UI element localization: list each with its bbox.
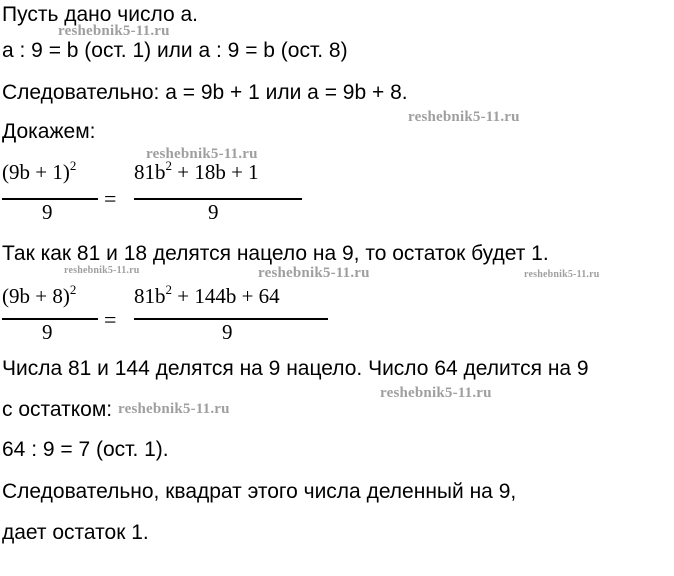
- prove-heading: Докажем:: [2, 120, 96, 143]
- denominator: 9: [42, 200, 53, 224]
- watermark: reshebnik5-11.ru: [524, 269, 600, 280]
- numerator-base: (9b + 1): [2, 160, 70, 184]
- final-conclusion-line-2: дает остаток 1.: [2, 521, 149, 544]
- division-result-line: 64 : 9 = 7 (ост. 1).: [2, 438, 169, 461]
- divisibility-line: Числа 81 и 144 делятся на 9 нацело. Число 64 делится на 9: [2, 357, 589, 380]
- denominator: 9: [222, 320, 233, 344]
- exponent: 2: [69, 158, 77, 173]
- watermark: reshebnik5-11.ru: [146, 146, 258, 162]
- division-cases-line: a : 9 = b (ост. 1) или a : 9 = b (ост. 8): [2, 39, 348, 62]
- exponent: 2: [69, 282, 77, 297]
- watermark: reshebnik5-11.ru: [408, 109, 520, 125]
- exponent: 2: [165, 158, 172, 173]
- watermark: reshebnik5-11.ru: [380, 385, 492, 401]
- watermark: reshebnik5-11.ru: [64, 265, 140, 276]
- numerator: [134, 284, 280, 308]
- statement-line: Пусть дано число a.: [2, 3, 198, 26]
- watermark: reshebnik5-11.ru: [258, 265, 370, 281]
- denominator: 9: [42, 320, 53, 344]
- equals-sign: =: [104, 186, 117, 211]
- denominator: 9: [208, 200, 219, 224]
- numerator-base: (9b + 8): [2, 284, 70, 308]
- remainder-conclusion-line: Так как 81 и 18 делятся нацело на 9, то остаток будет 1.: [2, 242, 549, 265]
- numerator-rest: + 18b + 1: [172, 160, 259, 184]
- consequence-line: Следовательно: a = 9b + 1 или a = 9b + 8.: [2, 81, 408, 104]
- watermark: reshebnik5-11.ru: [58, 23, 170, 39]
- numerator: [2, 284, 76, 308]
- remainder-label-line: с остатком:: [2, 398, 113, 421]
- numerator-term: 81b: [134, 160, 166, 184]
- numerator-rest: + 144b + 64: [172, 284, 280, 308]
- final-conclusion-line: Следовательно, квадрат этого числа деленный на 9,: [2, 480, 517, 503]
- numerator: [134, 160, 259, 184]
- equals-sign: =: [104, 307, 117, 332]
- numerator: [2, 160, 76, 184]
- numerator-term: 81b: [134, 284, 166, 308]
- watermark: reshebnik5-11.ru: [118, 401, 230, 417]
- exponent: 2: [165, 282, 172, 297]
